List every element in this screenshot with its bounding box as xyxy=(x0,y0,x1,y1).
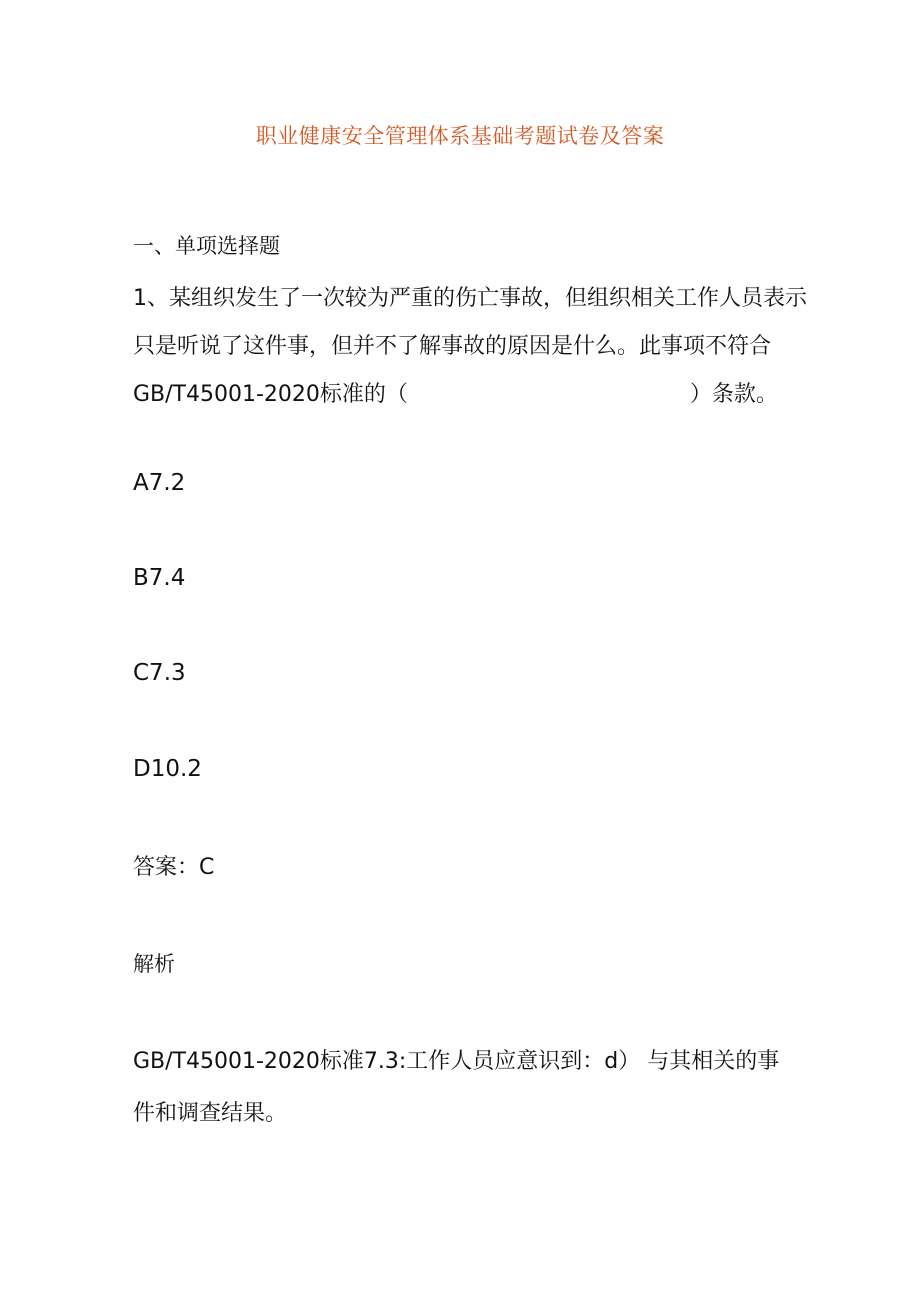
question-line-3-suffix: ）条款。 xyxy=(689,382,778,407)
option-b: B7.4 xyxy=(133,565,186,591)
question-line-1: 1、某组织发生了一次较为严重的伤亡事故，但组织相关工作人员表示 xyxy=(133,286,807,311)
question-line-3-prefix: GB/T45001-2020标准的（ xyxy=(133,382,408,407)
analysis-label: 解析 xyxy=(133,952,175,976)
analysis-line-1: GB/T45001-2020标准7.3:工作人员应意识到：d） 与其相关的事 xyxy=(133,1049,780,1074)
analysis-line-2: 件和调查结果。 xyxy=(133,1101,288,1126)
option-a: A7.2 xyxy=(133,470,186,496)
analysis-text xyxy=(133,1036,793,1140)
section-heading: 一、单项选择题 xyxy=(133,234,280,258)
option-c: C7.3 xyxy=(133,660,186,686)
question-line-2: 只是听说了这件事，但并不了解事故的原因是什么。此事项不符合 xyxy=(133,334,772,359)
option-d: D10.2 xyxy=(133,756,202,782)
question-text xyxy=(133,275,807,419)
document-title: 职业健康安全管理体系基础考题试卷及答案 xyxy=(255,124,665,148)
answer-text: 答案：C xyxy=(133,855,215,880)
question-line-3 xyxy=(133,371,783,419)
